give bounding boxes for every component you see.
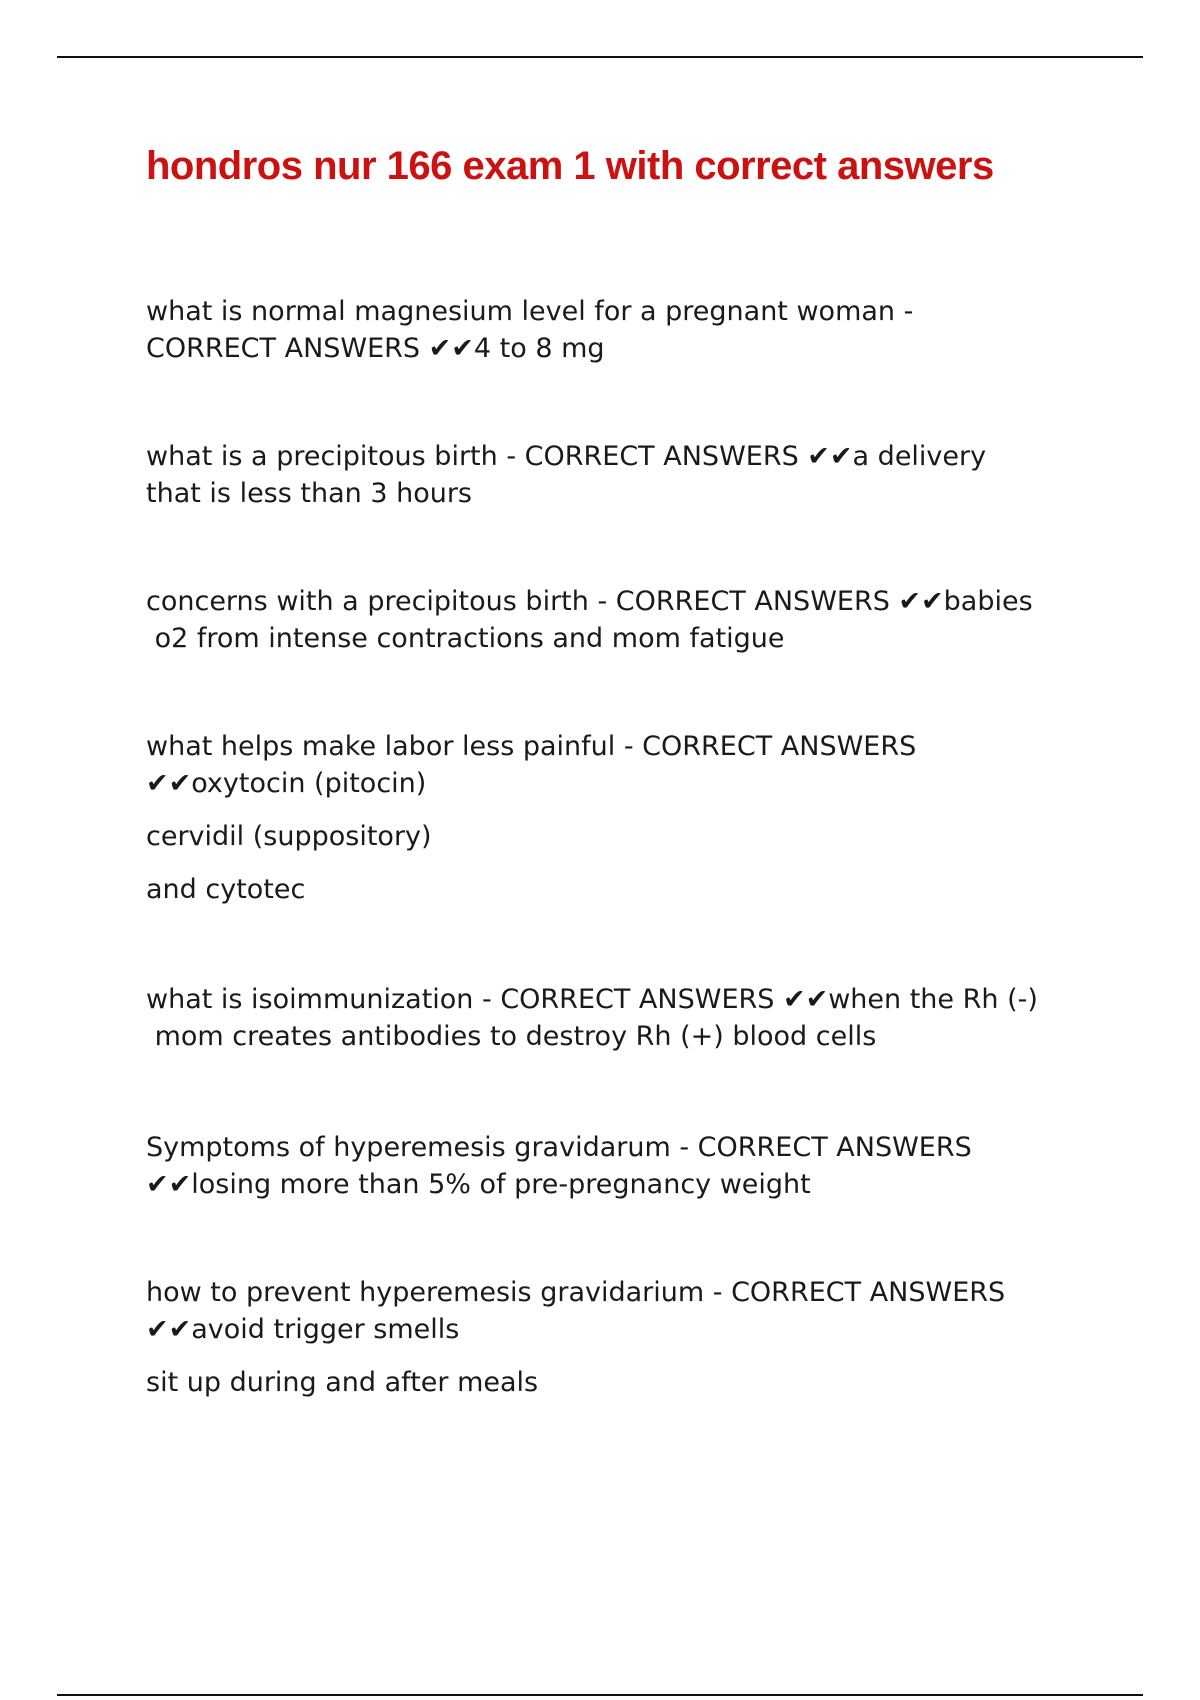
qa-line: ✔✔losing more than 5% of pre-pregnancy weight	[146, 1169, 811, 1200]
qa-line: Symptoms of hyperemesis gravidarum - CORRECT ANSWERS	[146, 1132, 972, 1163]
qa-line: mom creates antibodies to destroy Rh (+) blood cells	[146, 1021, 877, 1052]
page-title: hondros nur 166 exam 1 with correct answers	[146, 144, 994, 188]
qa-line: how to prevent hyperemesis gravidarium - CORRECT ANSWERS	[146, 1277, 1006, 1308]
qa-line: what is isoimmunization - CORRECT ANSWERS ✔✔when the Rh (-)	[146, 984, 1038, 1015]
qa-item	[146, 1129, 1096, 1203]
qa-item	[146, 293, 1096, 367]
qa-extra-line: cervidil (suppository)	[146, 821, 432, 852]
qa-item	[146, 1274, 1096, 1401]
qa-line: concerns with a precipitous birth - CORRECT ANSWERS ✔✔babies	[146, 586, 1033, 617]
qa-line: what helps make labor less painful - CORRECT ANSWERS	[146, 731, 917, 762]
qa-item	[146, 583, 1096, 657]
qa-item	[146, 981, 1096, 1055]
qa-line: CORRECT ANSWERS ✔✔4 to 8 mg	[146, 333, 605, 364]
footer-rule	[57, 1694, 1143, 1696]
qa-item	[146, 438, 1096, 512]
qa-line: that is less than 3 hours	[146, 478, 473, 509]
qa-line: ✔✔oxytocin (pitocin)	[146, 768, 427, 799]
qa-extra-line: sit up during and after meals	[146, 1367, 539, 1398]
qa-line: ✔✔avoid trigger smells	[146, 1314, 460, 1345]
header-rule	[57, 56, 1143, 58]
qa-line: o2 from intense contractions and mom fatigue	[146, 623, 785, 654]
qa-extra-line: and cytotec	[146, 874, 306, 905]
qa-item	[146, 728, 1096, 908]
qa-line: what is a precipitous birth - CORRECT ANSWERS ✔✔a delivery	[146, 441, 987, 472]
qa-line: what is normal magnesium level for a pregnant woman -	[146, 296, 914, 327]
